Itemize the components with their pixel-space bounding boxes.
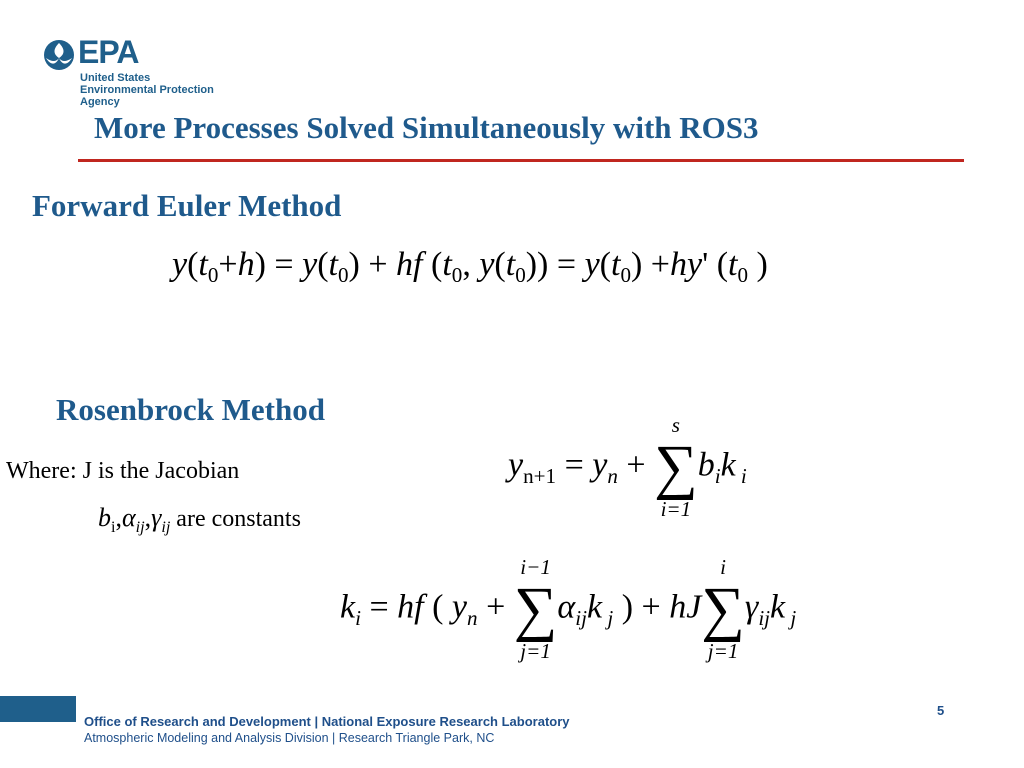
summation-symbol: i ∑ j=1 [701, 555, 745, 664]
footer-office: Office of Research and Development | National Exposure Research Laboratory [84, 714, 570, 729]
logo-line-2: Environmental Protection [80, 84, 214, 96]
constants-symbols: $b_i,\alpha_{ij},\gamma_{ij}$ [98, 503, 171, 536]
footer-division: Atmospheric Modeling and Analysis Division | Research Triangle Park, NC [84, 731, 495, 745]
epa-flower-icon [42, 38, 76, 72]
where-label: Where: [6, 458, 77, 484]
epa-logo [40, 36, 240, 110]
logo-line-1: United States [80, 72, 151, 84]
page-number: 5 [937, 703, 945, 718]
jacobian-text: J is the Jacobian [82, 458, 240, 484]
rosenbrock-equation-1: $y_{n+1} = y_n$ + s ∑ i=1 $b_ik$ $_i$ [508, 413, 747, 522]
logo-line-3: Agency [80, 96, 120, 108]
footer-bar [0, 696, 76, 722]
forward-euler-equation: $y(t_0+h) = y(t_0)$ + hf ($t_0$, $y(t_0)) = y(t_0) +hy'$ ($t_0$ ) [172, 246, 768, 288]
where-line [6, 458, 239, 485]
summation-symbol: i−1 ∑ j=1 [513, 555, 558, 664]
rosenbrock-heading: Rosenbrock Method [56, 392, 325, 427]
slide-title: More Processes Solved Simultaneously with ROS3 [94, 110, 759, 145]
title-divider [78, 159, 964, 162]
logo-text [80, 72, 214, 108]
constants-line [98, 503, 301, 536]
logo-wordmark: EPA [78, 34, 139, 70]
rosenbrock-equation-2: $k_i$ = hf ( $y_n$ + i−1 ∑ j=1 $\alpha_{ij}k$ $_j$ ) + hJ i ∑ j=1 $\gamma_{ij}k$ $_j$ [340, 555, 797, 664]
constants-text: are constants [176, 506, 301, 532]
forward-euler-heading: Forward Euler Method [32, 188, 342, 223]
summation-symbol: s ∑ i=1 [654, 413, 698, 522]
